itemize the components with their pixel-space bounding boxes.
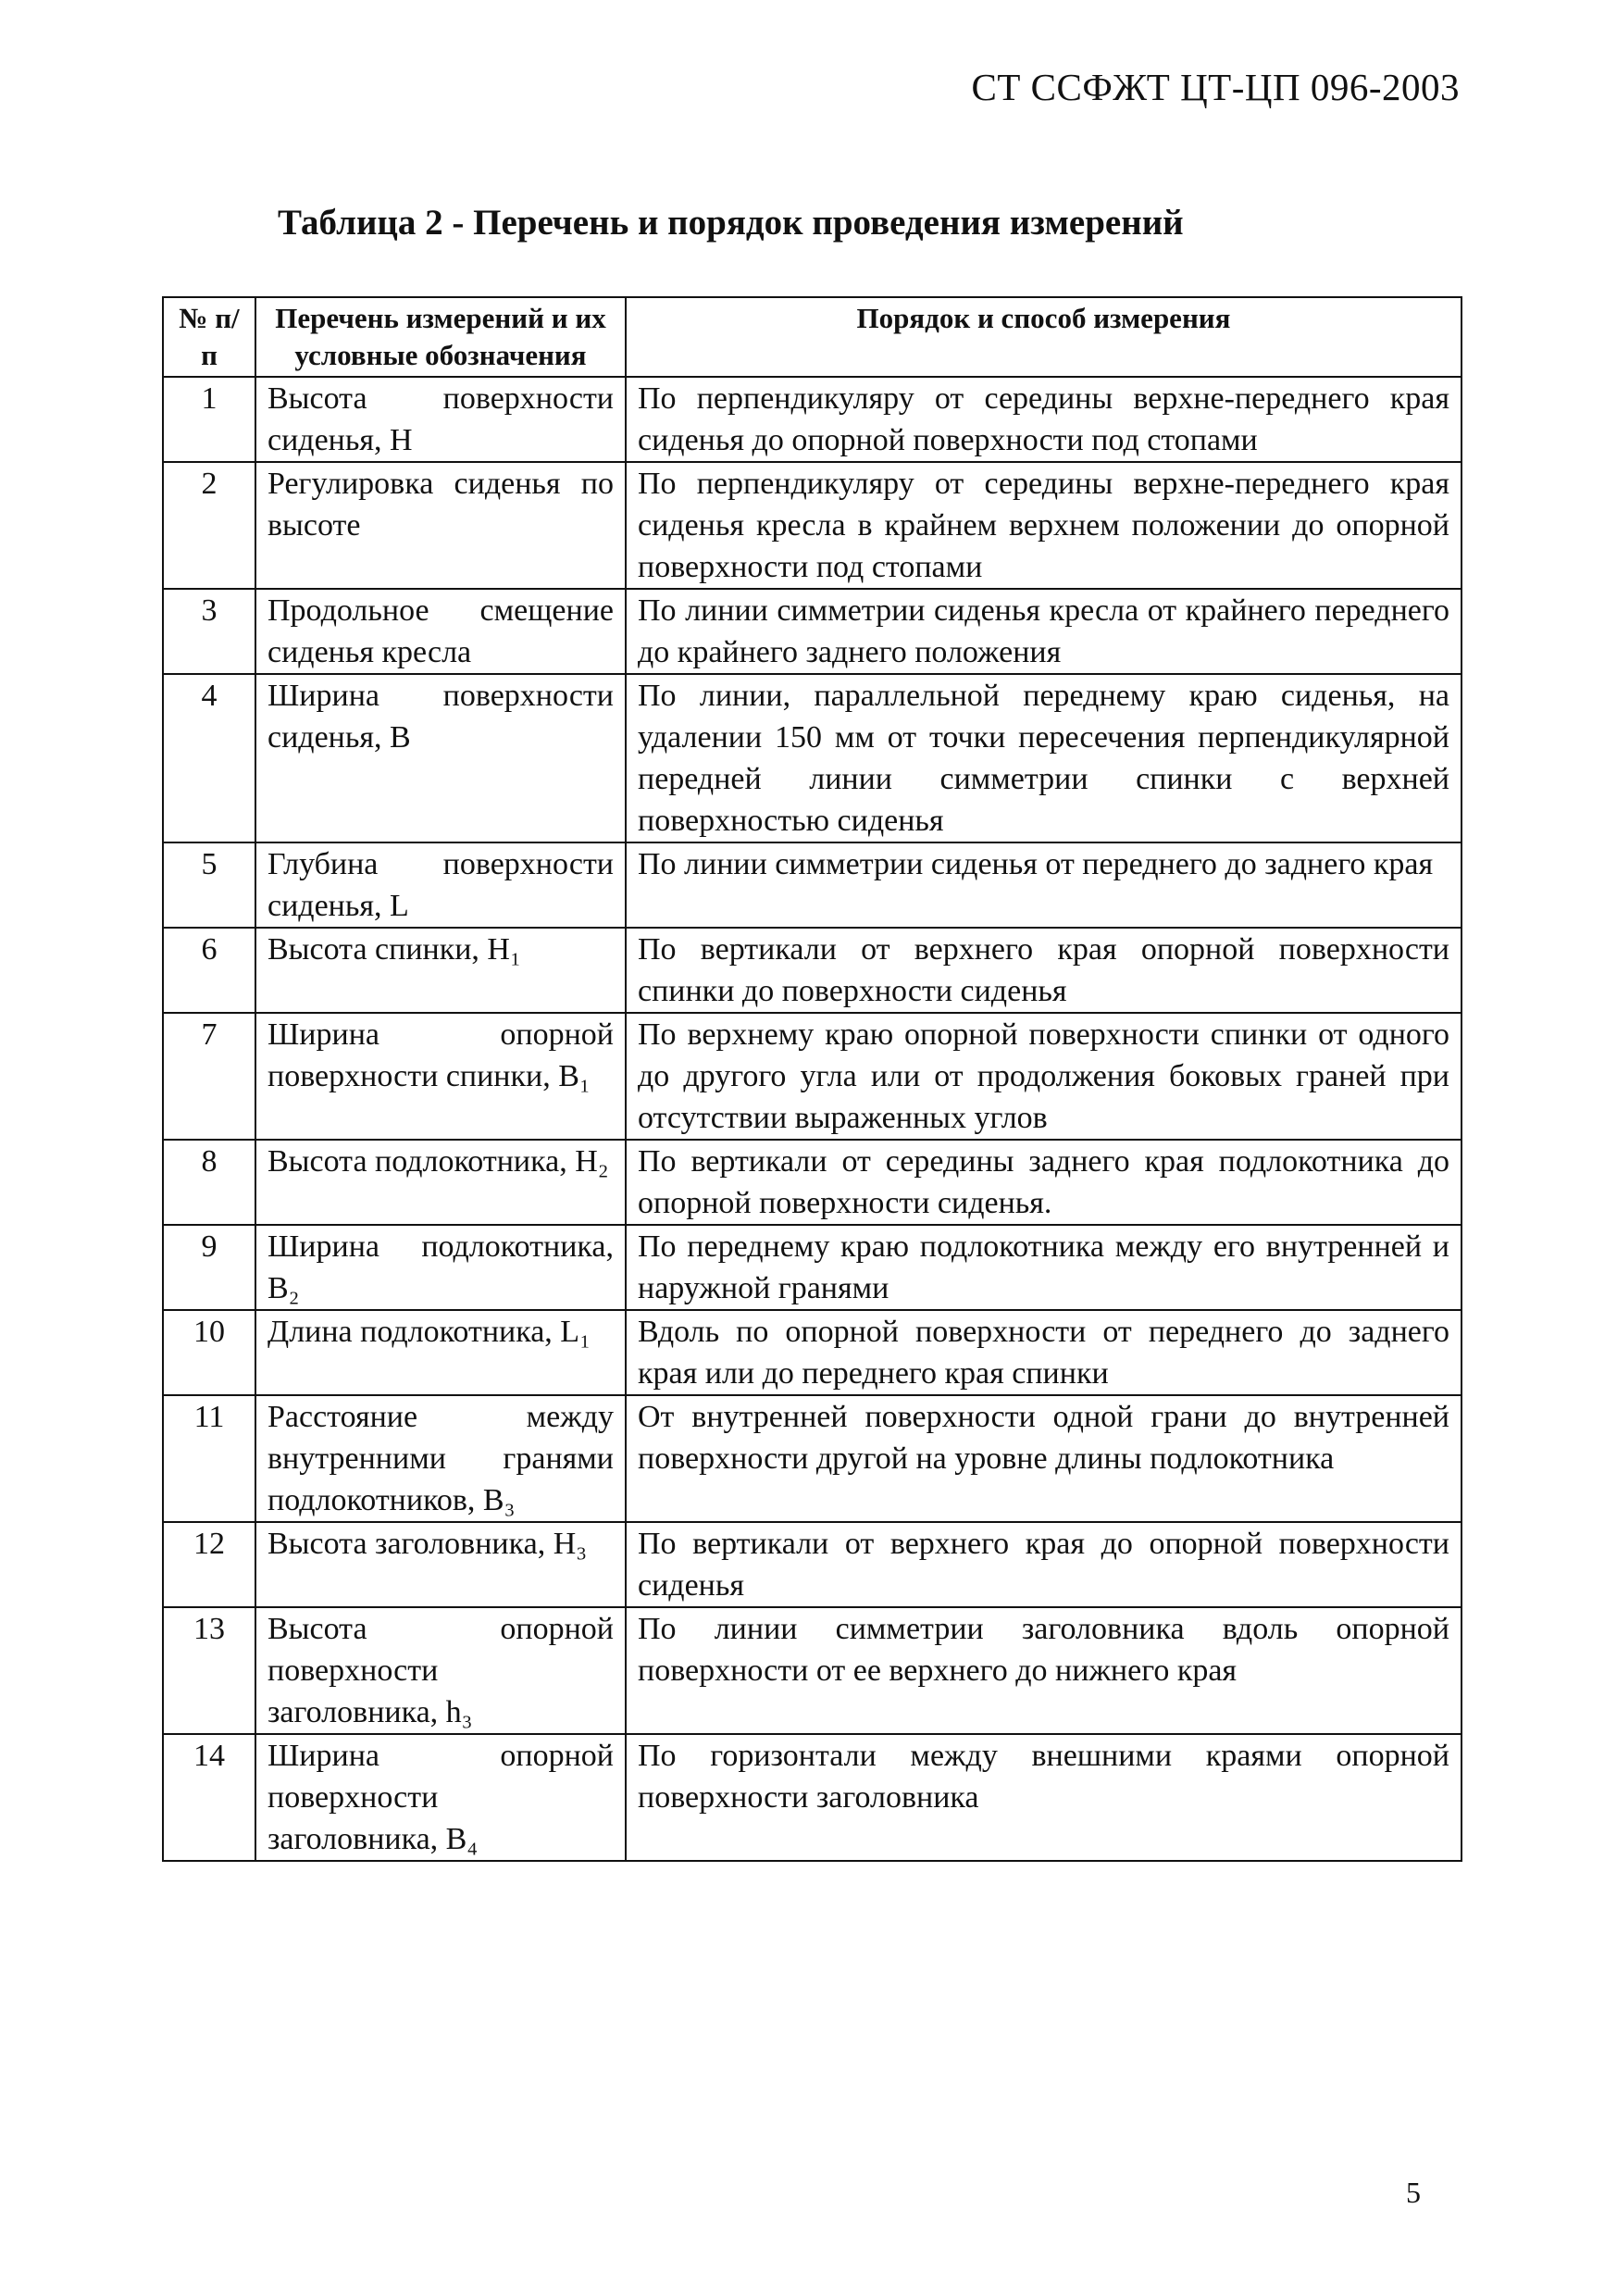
measurement-name: Длина подлокотника, L₁: [255, 1310, 626, 1395]
row-number: 8: [163, 1140, 255, 1225]
document-code: СТ ССФЖТ ЦТ-ЦП 096-2003: [971, 66, 1460, 108]
measurement-method: По линии, параллельной переднему краю сиденья, на удалении 150 мм от точки пересечения перпендикулярной передней линии симметрии спинки с верхней поверхностью сиденья: [626, 674, 1462, 842]
measurement-method: По верхнему краю опорной поверхности спинки от одного до другого угла или от продолжения боковых граней при отсутствии выраженных углов: [626, 1013, 1462, 1140]
row-number: 9: [163, 1225, 255, 1310]
row-number: 4: [163, 674, 255, 842]
measurement-name: Ширина опорной поверхности спинки, B₁: [255, 1013, 626, 1140]
table-row: [163, 1013, 1462, 1140]
measurement-name: Высота поверхности сиденья, H: [255, 377, 626, 462]
measurement-method: По линии симметрии сиденья от переднего до заднего края: [626, 842, 1462, 928]
measurement-name: Высота опорной поверхности заголовника, h₃: [255, 1607, 626, 1734]
row-number: 1: [163, 377, 255, 462]
table-row: [163, 1310, 1462, 1395]
table-header-row: [163, 297, 1462, 377]
measurement-name: Расстояние между внутренними гранями подлокотников, B₃: [255, 1395, 626, 1522]
row-number: 2: [163, 462, 255, 589]
table-title: Таблица 2 - Перечень и порядок проведения измерений: [278, 203, 1184, 243]
row-number: 14: [163, 1734, 255, 1861]
measurement-name: Глубина поверхности сиденья, L: [255, 842, 626, 928]
measurement-method: Вдоль по опорной поверхности от переднего до заднего края или до переднего края спинки: [626, 1310, 1462, 1395]
measurement-method: По переднему краю подлокотника между его внутренней и наружной гранями: [626, 1225, 1462, 1310]
table-row: [163, 1225, 1462, 1310]
row-number: 10: [163, 1310, 255, 1395]
table-row: [163, 1140, 1462, 1225]
measurement-method: По вертикали от середины заднего края подлокотника до опорной поверхности сиденья.: [626, 1140, 1462, 1225]
table-row: [163, 1522, 1462, 1607]
measurements-table: [162, 296, 1462, 1862]
column-header-measurement: Перечень измерений и их условные обозначения: [255, 297, 626, 377]
row-number: 3: [163, 589, 255, 674]
table-row: [163, 1734, 1462, 1861]
measurement-name: Регулировка сиденья по высоте: [255, 462, 626, 589]
row-number: 6: [163, 928, 255, 1013]
measurement-name: Высота спинки, H₁: [255, 928, 626, 1013]
page-number: 5: [1406, 2176, 1421, 2209]
measurement-method: По горизонтали между внешними краями опорной поверхности заголовника: [626, 1734, 1462, 1861]
row-number: 11: [163, 1395, 255, 1522]
measurement-name: Высота подлокотника, H₂: [255, 1140, 626, 1225]
measurement-method: По вертикали от верхнего края опорной поверхности спинки до поверхности сиденья: [626, 928, 1462, 1013]
table-row: [163, 1395, 1462, 1522]
table-row: [163, 1607, 1462, 1734]
table-row: [163, 377, 1462, 462]
table-row: [163, 842, 1462, 928]
row-number: 12: [163, 1522, 255, 1607]
table-row: [163, 589, 1462, 674]
table-body: [163, 377, 1462, 1861]
measurement-name: Ширина подлокотника, B₂: [255, 1225, 626, 1310]
table-row: [163, 462, 1462, 589]
column-header-number: № п/п: [163, 297, 255, 377]
row-number: 13: [163, 1607, 255, 1734]
table-row: [163, 928, 1462, 1013]
measurement-method: По линии симметрии сиденья кресла от крайнего переднего до крайнего заднего положения: [626, 589, 1462, 674]
measurement-method: По вертикали от верхнего края до опорной поверхности сиденья: [626, 1522, 1462, 1607]
table-row: [163, 674, 1462, 842]
measurement-method: По перпендикуляру от середины верхне-переднего края сиденья до опорной поверхности под стопами: [626, 377, 1462, 462]
row-number: 5: [163, 842, 255, 928]
measurement-method: По линии симметрии заголовника вдоль опорной поверхности от ее верхнего до нижнего края: [626, 1607, 1462, 1734]
column-header-method: Порядок и способ измерения: [626, 297, 1462, 377]
row-number: 7: [163, 1013, 255, 1140]
measurement-method: От внутренней поверхности одной грани до внутренней поверхности другой на уровне длины подлокотника: [626, 1395, 1462, 1522]
measurement-name: Ширина опорной поверхности заголовника, B₄: [255, 1734, 626, 1861]
measurement-name: Высота заголовника, H₃: [255, 1522, 626, 1607]
measurement-name: Продольное смещение сиденья кресла: [255, 589, 626, 674]
measurement-method: По перпендикуляру от середины верхне-переднего края сиденья кресла в крайнем верхнем положении до опорной поверхности под стопами: [626, 462, 1462, 589]
measurement-name: Ширина поверхности сиденья, B: [255, 674, 626, 842]
